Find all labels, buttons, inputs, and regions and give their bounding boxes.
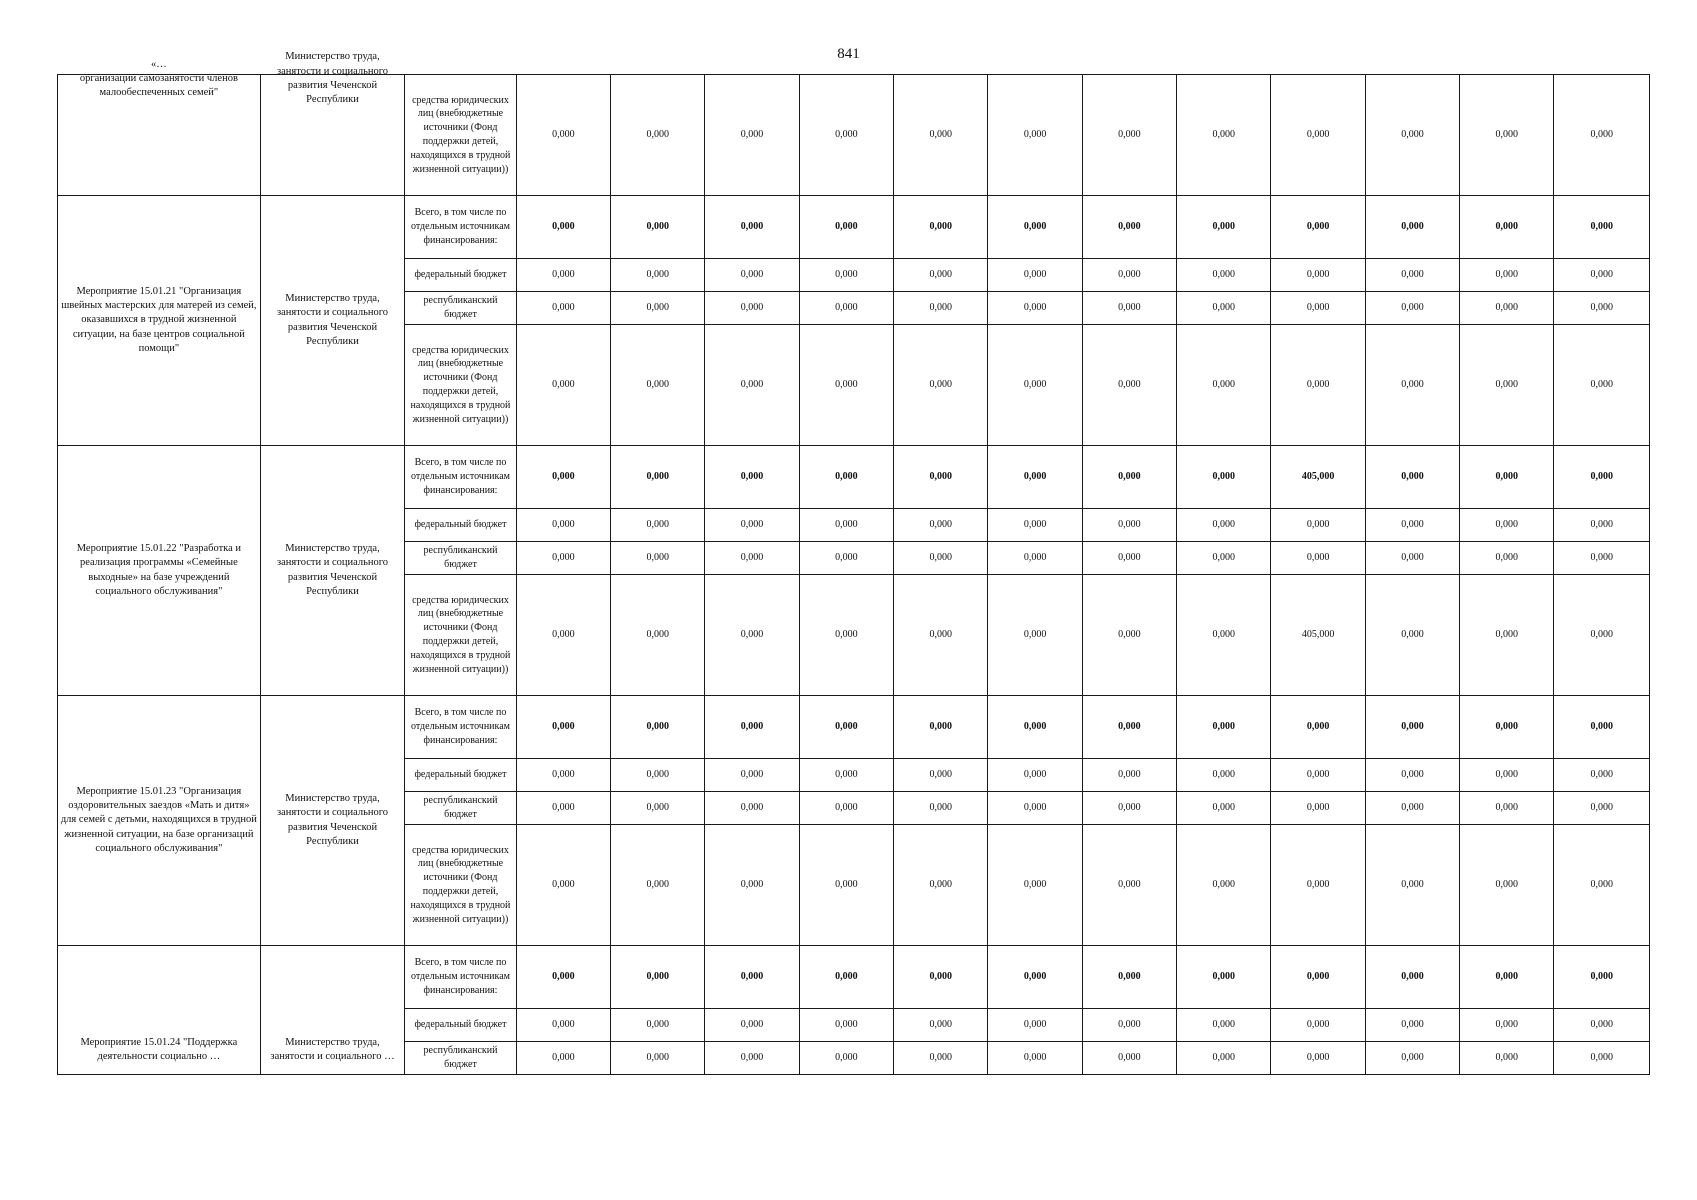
amount-cell: 0,000 (988, 792, 1082, 825)
amount-cell: 0,000 (1271, 792, 1365, 825)
amount-cell: 0,000 (611, 292, 705, 325)
table-row (58, 446, 1650, 509)
amount-cell: 0,000 (1365, 792, 1459, 825)
amount-cell: 0,000 (1365, 946, 1459, 1009)
amount-cell: 0,000 (1177, 825, 1271, 946)
amount-cell: 0,000 (1177, 696, 1271, 759)
amount-cell: 0,000 (516, 759, 610, 792)
amount-cell: 0,000 (1271, 75, 1365, 196)
amount-cell: 0,000 (1460, 446, 1554, 509)
amount-cell: 0,000 (988, 259, 1082, 292)
amount-cell: 0,000 (611, 825, 705, 946)
amount-cell: 0,000 (1271, 946, 1365, 1009)
funding-source-cell: республиканский бюджет (405, 542, 516, 575)
amount-cell: 0,000 (799, 259, 893, 292)
amount-cell: 0,000 (1082, 259, 1176, 292)
amount-cell: 0,000 (1271, 1009, 1365, 1042)
amount-cell: 0,000 (1177, 446, 1271, 509)
amount-cell: 0,000 (1554, 1042, 1650, 1075)
amount-cell: 0,000 (1365, 759, 1459, 792)
amount-cell: 0,000 (1177, 325, 1271, 446)
amount-cell: 0,000 (1082, 946, 1176, 1009)
amount-cell: 0,000 (1177, 75, 1271, 196)
amount-cell: 0,000 (1365, 75, 1459, 196)
amount-cell: 0,000 (988, 575, 1082, 696)
amount-cell: 0,000 (1554, 696, 1650, 759)
amount-cell: 0,000 (1460, 75, 1554, 196)
responsible-org-cell (260, 946, 405, 1075)
amount-cell: 0,000 (799, 1042, 893, 1075)
amount-cell: 0,000 (1271, 825, 1365, 946)
amount-cell: 0,000 (799, 946, 893, 1009)
funding-source-cell: Всего, в том числе по отдельным источникам финансирования: (405, 946, 516, 1009)
event-title (60, 58, 258, 101)
funding-source-cell: средства юридических лиц (внебюджетные источники (Фонд поддержки детей, находящихся в трудной жизненной ситуации)) (405, 75, 516, 196)
amount-cell: 0,000 (1365, 509, 1459, 542)
amount-cell: 0,000 (1365, 259, 1459, 292)
amount-cell: 0,000 (1460, 542, 1554, 575)
amount-cell: 0,000 (799, 196, 893, 259)
responsible-org-cell (260, 51, 405, 196)
amount-cell: 0,000 (611, 259, 705, 292)
amount-cell: 0,000 (1554, 792, 1650, 825)
amount-cell: 0,000 (1271, 1042, 1365, 1075)
amount-cell: 0,000 (1177, 509, 1271, 542)
responsible-org: Министерство труда, занятости и социального развития Чеченской Республики (276, 51, 389, 106)
amount-cell: 0,000 (894, 509, 988, 542)
amount-cell: 0,000 (799, 1009, 893, 1042)
amount-cell: 0,000 (516, 325, 610, 446)
amount-cell: 0,000 (1554, 259, 1650, 292)
amount-cell: 0,000 (988, 325, 1082, 446)
event-title: Мероприятие 15.01.22 "Разработка и реализация программы «Семейные выходные» на базе учреждений социального обслуживания" (76, 542, 242, 597)
amount-cell: 0,000 (1082, 75, 1176, 196)
amount-cell: 0,000 (1365, 292, 1459, 325)
amount-cell: 0,000 (894, 325, 988, 446)
funding-source-cell: Всего, в том числе по отдельным источникам финансирования: (405, 446, 516, 509)
amount-cell: 0,000 (1271, 509, 1365, 542)
amount-cell: 0,000 (516, 1042, 610, 1075)
amount-cell: 0,000 (894, 792, 988, 825)
amount-cell: 0,000 (799, 325, 893, 446)
amount-cell: 0,000 (1460, 196, 1554, 259)
amount-cell: 0,000 (1460, 259, 1554, 292)
amount-cell: 0,000 (1082, 1009, 1176, 1042)
amount-cell: 0,000 (1365, 196, 1459, 259)
amount-cell: 0,000 (1271, 542, 1365, 575)
responsible-org-cell (260, 696, 405, 946)
amount-cell: 0,000 (611, 575, 705, 696)
amount-cell: 0,000 (1554, 542, 1650, 575)
amount-cell: 0,000 (988, 75, 1082, 196)
amount-cell: 0,000 (988, 825, 1082, 946)
amount-cell: 0,000 (705, 946, 799, 1009)
amount-cell: 0,000 (1082, 446, 1176, 509)
amount-cell: 0,000 (894, 1042, 988, 1075)
amount-cell: 0,000 (1177, 792, 1271, 825)
amount-cell: 0,000 (1365, 1042, 1459, 1075)
amount-cell: 0,000 (1365, 1009, 1459, 1042)
amount-cell: 0,000 (516, 575, 610, 696)
amount-cell: 0,000 (705, 542, 799, 575)
event-title: Мероприятие 15.01.24 "Поддержка деятельности социально … (80, 1036, 238, 1062)
amount-cell: 0,000 (1082, 325, 1176, 446)
amount-cell: 0,000 (988, 696, 1082, 759)
amount-cell: 0,000 (1460, 292, 1554, 325)
amount-cell: 0,000 (1460, 1009, 1554, 1042)
event-title: Мероприятие 15.01.23 "Организация оздоровительных заездов «Мать и дитя» для семей с детьми, находящихся в трудной жизненной ситуации, на базе организаций социального обслуживания" (60, 785, 257, 854)
amount-cell: 0,000 (1554, 196, 1650, 259)
amount-cell: 0,000 (1082, 1042, 1176, 1075)
amount-cell: 0,000 (611, 946, 705, 1009)
amount-cell: 0,000 (1082, 696, 1176, 759)
amount-cell: 0,000 (988, 196, 1082, 259)
amount-cell: 0,000 (611, 75, 705, 196)
amount-cell: 0,000 (799, 825, 893, 946)
amount-cell: 0,000 (1554, 292, 1650, 325)
amount-cell: 0,000 (705, 1009, 799, 1042)
amount-cell: 0,000 (705, 509, 799, 542)
amount-cell: 0,000 (988, 509, 1082, 542)
responsible-org: Министерство труда, занятости и социального развития Чеченской Республики (276, 292, 389, 347)
funding-source-cell: Всего, в том числе по отдельным источникам финансирования: (405, 696, 516, 759)
amount-cell: 0,000 (705, 759, 799, 792)
amount-cell: 0,000 (1554, 325, 1650, 446)
table-row (58, 196, 1650, 259)
amount-cell: 0,000 (1554, 946, 1650, 1009)
amount-cell: 0,000 (516, 446, 610, 509)
amount-cell: 0,000 (516, 792, 610, 825)
responsible-org-cell (260, 446, 405, 696)
amount-cell: 0,000 (1082, 509, 1176, 542)
amount-cell: 0,000 (894, 696, 988, 759)
funding-source-cell: Всего, в том числе по отдельным источникам финансирования: (405, 196, 516, 259)
amount-cell: 0,000 (988, 946, 1082, 1009)
amount-cell: 0,000 (611, 325, 705, 446)
amount-cell: 0,000 (1177, 759, 1271, 792)
amount-cell: 0,000 (1554, 446, 1650, 509)
amount-cell: 0,000 (1460, 509, 1554, 542)
amount-cell: 0,000 (705, 575, 799, 696)
amount-cell: 0,000 (516, 196, 610, 259)
amount-cell: 0,000 (1460, 759, 1554, 792)
amount-cell: 0,000 (799, 509, 893, 542)
amount-cell: 0,000 (894, 1009, 988, 1042)
amount-cell: 0,000 (1082, 542, 1176, 575)
amount-cell: 0,000 (611, 792, 705, 825)
responsible-org: Министерство труда, занятости и социального развития Чеченской Республики (276, 792, 389, 847)
responsible-org: Министерство труда, занятости и социального развития Чеченской Республики (276, 542, 389, 597)
amount-cell: 0,000 (894, 759, 988, 792)
amount-cell: 0,000 (705, 792, 799, 825)
responsible-org: Министерство труда, занятости и социального … (270, 1036, 395, 1062)
event-title-cell (58, 946, 261, 1075)
amount-cell: 0,000 (705, 446, 799, 509)
amount-cell: 0,000 (1271, 259, 1365, 292)
funding-source-cell: республиканский бюджет (405, 792, 516, 825)
event-title-line: малообеспеченных семей" (99, 87, 219, 99)
amount-cell: 0,000 (894, 259, 988, 292)
amount-cell: 0,000 (1460, 946, 1554, 1009)
amount-cell: 0,000 (1554, 575, 1650, 696)
amount-cell: 0,000 (705, 825, 799, 946)
amount-cell: 0,000 (516, 509, 610, 542)
amount-cell: 0,000 (988, 446, 1082, 509)
amount-cell: 0,000 (894, 292, 988, 325)
funding-source-cell: федеральный бюджет (405, 509, 516, 542)
amount-cell: 0,000 (705, 259, 799, 292)
event-title: Мероприятие 15.01.21 "Организация швейных мастерских для матерей из семей, оказавшихся в трудной жизненной ситуации, на базе центров социальной помощи" (61, 285, 257, 354)
amount-cell: 0,000 (799, 759, 893, 792)
amount-cell: 0,000 (516, 259, 610, 292)
amount-cell: 0,000 (894, 946, 988, 1009)
amount-cell: 0,000 (799, 696, 893, 759)
amount-cell: 0,000 (516, 542, 610, 575)
amount-cell: 0,000 (1177, 196, 1271, 259)
amount-cell: 0,000 (611, 542, 705, 575)
amount-cell: 0,000 (988, 1009, 1082, 1042)
event-title-cell (58, 446, 261, 696)
amount-cell: 0,000 (1460, 825, 1554, 946)
amount-cell: 0,000 (1460, 1042, 1554, 1075)
amount-cell: 0,000 (1365, 446, 1459, 509)
amount-cell: 0,000 (516, 696, 610, 759)
amount-cell: 0,000 (516, 75, 610, 196)
amount-cell: 0,000 (1365, 542, 1459, 575)
amount-cell: 0,000 (894, 196, 988, 259)
amount-cell: 0,000 (1365, 696, 1459, 759)
amount-cell: 0,000 (799, 446, 893, 509)
amount-cell: 0,000 (1082, 759, 1176, 792)
amount-cell: 0,000 (1271, 759, 1365, 792)
amount-cell: 0,000 (1082, 792, 1176, 825)
funding-source-cell: республиканский бюджет (405, 1042, 516, 1075)
amount-cell: 0,000 (516, 946, 610, 1009)
amount-cell: 0,000 (799, 792, 893, 825)
amount-cell: 0,000 (894, 75, 988, 196)
amount-cell: 0,000 (1460, 575, 1554, 696)
amount-cell: 0,000 (516, 1009, 610, 1042)
amount-cell: 0,000 (1460, 325, 1554, 446)
amount-cell: 0,000 (799, 542, 893, 575)
amount-cell: 0,000 (1177, 946, 1271, 1009)
amount-cell: 0,000 (1271, 696, 1365, 759)
table-row (58, 696, 1650, 759)
amount-cell: 0,000 (611, 446, 705, 509)
amount-cell: 0,000 (705, 292, 799, 325)
amount-cell: 0,000 (1554, 75, 1650, 196)
amount-cell: 0,000 (988, 292, 1082, 325)
amount-cell: 0,000 (1177, 542, 1271, 575)
amount-cell: 0,000 (1271, 325, 1365, 446)
amount-cell: 0,000 (894, 825, 988, 946)
funding-source-cell: федеральный бюджет (405, 1009, 516, 1042)
amount-cell: 0,000 (799, 292, 893, 325)
funding-source-cell: средства юридических лиц (внебюджетные источники (Фонд поддержки детей, находящихся в трудной жизненной ситуации)) (405, 825, 516, 946)
amount-cell: 0,000 (1271, 292, 1365, 325)
amount-cell: 0,000 (1554, 1009, 1650, 1042)
amount-cell: 0,000 (611, 509, 705, 542)
amount-cell: 0,000 (1460, 792, 1554, 825)
amount-cell: 0,000 (1365, 825, 1459, 946)
event-title-line: организации самозанятости членов (79, 72, 238, 84)
amount-cell: 0,000 (1365, 325, 1459, 446)
amount-cell: 0,000 (988, 542, 1082, 575)
amount-cell: 0,000 (1082, 575, 1176, 696)
table-row (58, 75, 1650, 196)
event-title-cell (58, 58, 261, 196)
amount-cell: 0,000 (611, 196, 705, 259)
amount-cell: 0,000 (1177, 575, 1271, 696)
amount-cell: 0,000 (705, 196, 799, 259)
amount-cell: 0,000 (611, 1009, 705, 1042)
event-title-cell (58, 696, 261, 946)
amount-cell: 0,000 (1554, 509, 1650, 542)
amount-cell: 0,000 (1177, 1009, 1271, 1042)
amount-cell: 0,000 (894, 575, 988, 696)
funding-source-cell: средства юридических лиц (внебюджетные источники (Фонд поддержки детей, находящихся в трудной жизненной ситуации)) (405, 325, 516, 446)
amount-cell: 0,000 (894, 446, 988, 509)
amount-cell: 0,000 (894, 542, 988, 575)
amount-cell: 0,000 (1177, 259, 1271, 292)
responsible-org-cell (260, 196, 405, 446)
table-row (58, 946, 1650, 1009)
event-title-cell (58, 196, 261, 446)
amount-cell: 0,000 (1177, 1042, 1271, 1075)
page-number: 841 (837, 46, 860, 62)
amount-cell: 0,000 (1082, 196, 1176, 259)
amount-cell: 0,000 (1554, 825, 1650, 946)
amount-cell: 0,000 (1554, 759, 1650, 792)
amount-cell: 0,000 (799, 575, 893, 696)
amount-cell: 0,000 (988, 759, 1082, 792)
event-title-line: «… (151, 58, 167, 70)
amount-cell: 0,000 (1365, 575, 1459, 696)
amount-cell: 0,000 (1271, 196, 1365, 259)
amount-cell: 0,000 (611, 696, 705, 759)
amount-cell: 0,000 (988, 1042, 1082, 1075)
funding-source-cell: республиканский бюджет (405, 292, 516, 325)
amount-cell: 0,000 (705, 1042, 799, 1075)
amount-cell: 0,000 (705, 325, 799, 446)
amount-cell: 405,000 (1271, 575, 1365, 696)
amount-cell: 0,000 (611, 759, 705, 792)
amount-cell: 0,000 (799, 75, 893, 196)
amount-cell: 0,000 (516, 825, 610, 946)
amount-cell: 0,000 (611, 1042, 705, 1075)
funding-source-cell: федеральный бюджет (405, 759, 516, 792)
amount-cell: 0,000 (516, 292, 610, 325)
amount-cell: 0,000 (1082, 825, 1176, 946)
amount-cell: 0,000 (705, 696, 799, 759)
amount-cell: 0,000 (1177, 292, 1271, 325)
funding-source-cell: федеральный бюджет (405, 259, 516, 292)
amount-cell: 0,000 (705, 75, 799, 196)
amount-cell: 405,000 (1271, 446, 1365, 509)
amount-cell: 0,000 (1082, 292, 1176, 325)
amount-cell: 0,000 (1460, 696, 1554, 759)
funding-source-cell: средства юридических лиц (внебюджетные источники (Фонд поддержки детей, находящихся в трудной жизненной ситуации)) (405, 575, 516, 696)
